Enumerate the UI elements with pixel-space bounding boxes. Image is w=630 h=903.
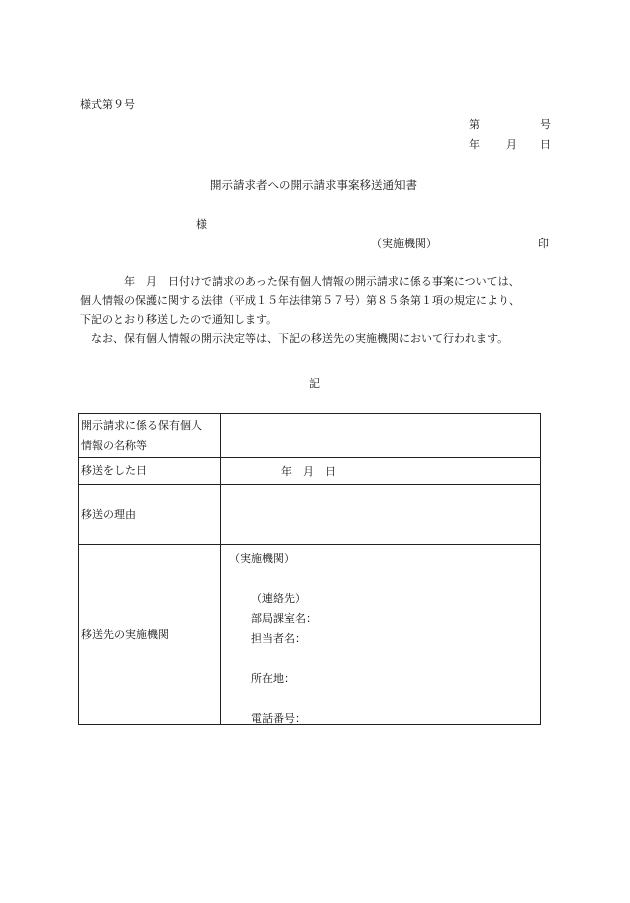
- label-cell: [79, 485, 221, 545]
- label-text: 移送の理由: [81, 507, 136, 521]
- department-label: 部局課室名：: [251, 612, 317, 625]
- form-number: 様式第９号: [80, 98, 135, 111]
- value-cell: [221, 414, 541, 458]
- addressee-suffix: 様: [196, 218, 207, 231]
- destination-details: [229, 545, 529, 725]
- address-label: 所在地：: [251, 672, 295, 685]
- phone-label: 電話番号：: [251, 712, 306, 725]
- date-year: 年: [469, 138, 480, 151]
- label-line-1: 開示請求に係る保有個人: [81, 418, 202, 432]
- doc-number-suffix: 号: [540, 118, 551, 131]
- doc-number-prefix: 第: [469, 118, 480, 131]
- table-row-transfer-date: [79, 458, 541, 485]
- value-cell: [221, 485, 541, 545]
- sender-agency-label: （実施機関）: [371, 237, 437, 250]
- label-text: 移送をした日: [81, 464, 147, 477]
- body-line-4: なお、保有個人情報の開示決定等は、下記の移送先の実施機関において行われます。: [91, 332, 509, 345]
- value-cell: [221, 458, 541, 485]
- document-title: 開示請求者への開示請求事案移送通知書: [210, 178, 417, 192]
- table-row-document-name: [79, 414, 541, 458]
- table-row-transfer-reason: [79, 485, 541, 545]
- date-month: 月: [506, 138, 517, 151]
- body-line-1: 年 月 日付けで請求のあった保有個人情報の開示請求に係る事案については、: [124, 275, 520, 288]
- contact-label: （連絡先）: [251, 592, 306, 605]
- label-line-2: 情報の名称等: [81, 438, 147, 452]
- label-cell: [79, 545, 221, 725]
- transfer-date-value: 年 月 日: [281, 465, 336, 478]
- body-line-2: 個人情報の保護に関する法律（平成１５年法律第５７号）第８５条第１項の規定により、: [80, 294, 520, 307]
- value-cell: [221, 545, 541, 725]
- ki-heading: 記: [309, 377, 320, 390]
- date-day: 日: [540, 138, 551, 151]
- person-in-charge-label: 担当者名：: [251, 632, 306, 645]
- body-text: [80, 272, 560, 348]
- label-cell: [79, 458, 221, 485]
- notice-table: [78, 413, 541, 725]
- label-cell: [79, 414, 221, 458]
- body-line-3: 下記のとおり移送したので通知します。: [80, 313, 278, 326]
- label-text: 移送先の実施機関: [81, 627, 169, 641]
- destination-agency-label: （実施機関）: [229, 552, 295, 565]
- seal-mark: 印: [538, 237, 549, 250]
- table-row-destination-agency: [79, 545, 541, 725]
